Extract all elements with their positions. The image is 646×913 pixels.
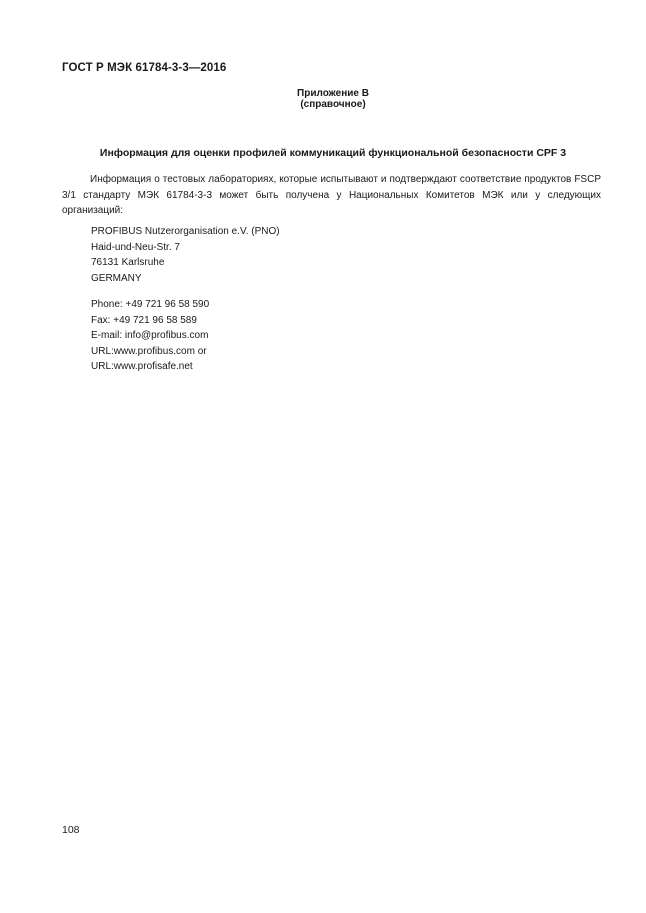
address-line-country: GERMANY — [91, 272, 142, 284]
address-line-organisation: PROFIBUS Nutzerorganisation e.V. (PNO) — [91, 226, 280, 237]
address-line-city: 76131 Karlsruhe — [91, 257, 165, 268]
contact-url-profibus: URL:www.profibus.com or — [91, 345, 207, 357]
annex-heading — [0, 88, 646, 110]
address-line-street: Haid-und-Neu-Str. 7 — [91, 241, 180, 253]
section-title — [0, 147, 646, 159]
contact-fax: Fax: +49 721 96 58 589 — [91, 314, 197, 326]
contact-block — [91, 297, 209, 375]
contact-url-profisafe: URL:www.profisafe.net — [91, 361, 193, 372]
address-block — [91, 224, 280, 286]
annex-type: (справочное) — [300, 99, 366, 110]
contact-email: E-mail: info@profibus.com — [91, 330, 209, 341]
intro-paragraph: Информация о тестовых лабораториях, которые испытывают и подтверждают соответствие продуктов FSCP 3/1 стандарту МЭК 61784-3-3 может быть получена у Национальных Комитетов МЭК или у следующих организаций: — [62, 174, 601, 216]
standard-designation: ГОСТ Р МЭК 61784-3-3—2016 — [62, 62, 227, 74]
annex-title: Приложение В — [297, 88, 369, 99]
contact-phone: Phone: +49 721 96 58 590 — [91, 299, 210, 310]
page-number: 108 — [62, 824, 80, 836]
section-title-text: Информация для оценки профилей коммуникаций функциональной безопасности CPF 3 — [99, 147, 567, 159]
